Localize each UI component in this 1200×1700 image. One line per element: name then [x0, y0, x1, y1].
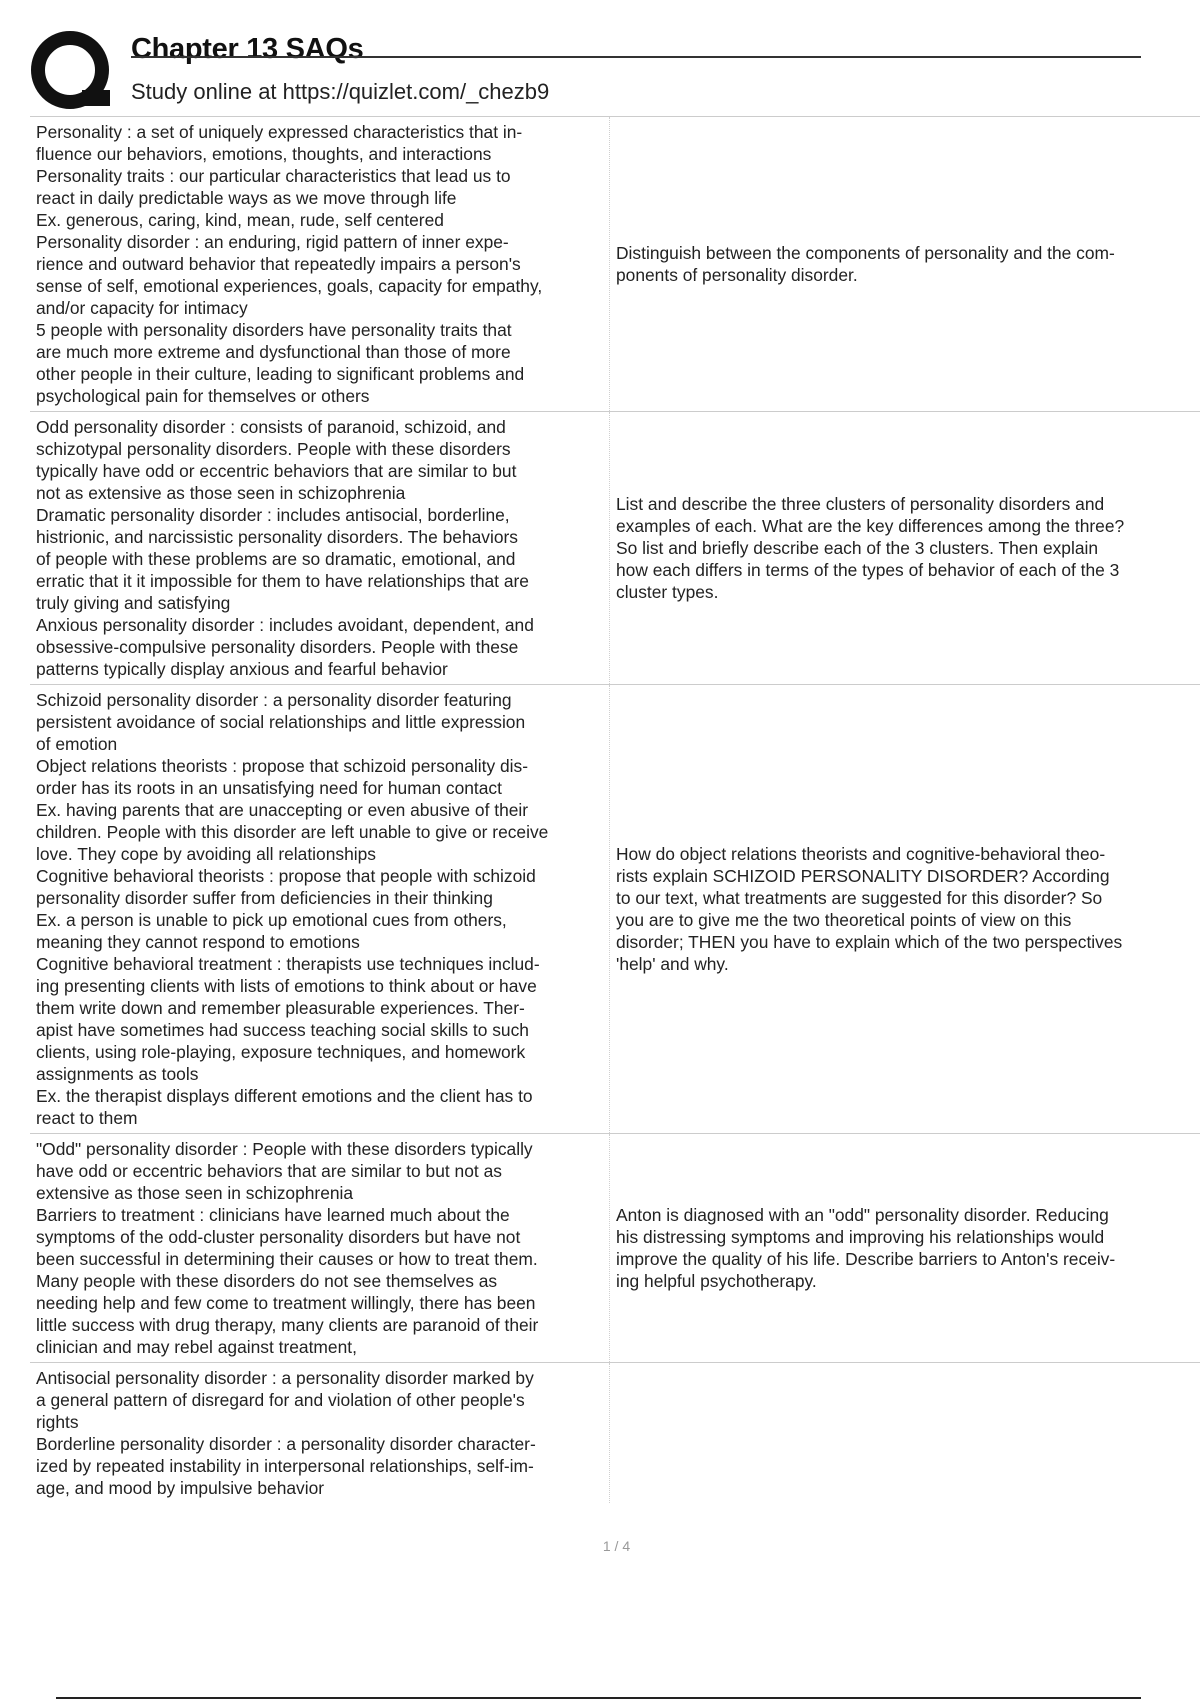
page-title: Chapter 13 SAQs: [131, 33, 364, 65]
answer-line: clients, using role-playing, exposure techniques, and homework: [36, 1042, 526, 1062]
answer-line: obsessive-compulsive personality disorders. People with these: [36, 637, 519, 657]
question-line: to our text, what treatments are suggested for this disorder? So: [616, 888, 1103, 908]
answer-line: of people with these problems are so dramatic, emotional, and: [36, 549, 516, 569]
answer-line: persistent avoidance of social relationships and little expression: [36, 712, 526, 732]
answer-line: Odd personality disorder : consists of paranoid, schizoid, and: [36, 417, 506, 437]
question-line: How do object relations theorists and cognitive-behavioral theo-: [616, 844, 1106, 864]
answer-line: needing help and few come to treatment willingly, there has been: [36, 1293, 536, 1313]
answer-line: little success with drug therapy, many clients are paranoid of their: [36, 1315, 539, 1335]
answer-line: them write down and remember pleasurable experiences. Ther-: [36, 998, 525, 1018]
question-line: disorder; THEN you have to explain which of the two perspectives: [616, 932, 1123, 952]
question-line: rists explain SCHIZOID PERSONALITY DISORDER? According: [616, 866, 1110, 886]
answer-line: Borderline personality disorder : a personality disorder character-: [36, 1434, 536, 1454]
question-line: his distressing symptoms and improving his relationships would: [616, 1227, 1105, 1247]
answer-line: Ex. the therapist displays different emotions and the client has to: [36, 1086, 533, 1106]
flashcard-row: [30, 1134, 1200, 1363]
question-line: examples of each. What are the key differences among the three?: [616, 516, 1125, 536]
answer-line: age, and mood by impulsive behavior: [36, 1478, 325, 1498]
question-line: cluster types.: [616, 582, 719, 602]
flashcard-answer: [30, 685, 610, 1133]
flashcard-question: [610, 685, 1200, 1133]
flashcard-question: [610, 1363, 1200, 1503]
answer-line: react to them: [36, 1108, 138, 1128]
answer-line: clinician and may rebel against treatment,: [36, 1337, 357, 1357]
answer-line: sense of self, emotional experiences, goals, capacity for empathy,: [36, 276, 543, 296]
answer-line: 5 people with personality disorders have personality traits that: [36, 320, 512, 340]
answer-line: ing presenting clients with lists of emotions to think about or have: [36, 976, 537, 996]
answer-line: are much more extreme and dysfunctional than those of more: [36, 342, 511, 362]
answer-line: love. They cope by avoiding all relationships: [36, 844, 376, 864]
answer-line: typically have odd or eccentric behaviors that are similar to but: [36, 461, 517, 481]
question-line: you are to give me the two theoretical points of view on this: [616, 910, 1072, 930]
flashcard-table: [30, 117, 1200, 1503]
flashcard-row: [30, 117, 1200, 412]
answer-line: Object relations theorists : propose that schizoid personality dis-: [36, 756, 529, 776]
flashcard-row: [30, 412, 1200, 685]
answer-line: Anxious personality disorder : includes avoidant, dependent, and: [36, 615, 534, 635]
answer-line: been successful in determining their causes or how to treat them.: [36, 1249, 538, 1269]
answer-line: "Odd" personality disorder : People with these disorders typically: [36, 1139, 533, 1159]
flashcard-question: [610, 412, 1200, 684]
answer-line: apist have sometimes had success teaching social skills to such: [36, 1020, 529, 1040]
footer-divider: [56, 1697, 1141, 1699]
question-line: ing helpful psychotherapy.: [616, 1271, 817, 1291]
question-line: Anton is diagnosed with an "odd" personality disorder. Reducing: [616, 1205, 1109, 1225]
question-line: Distinguish between the components of personality and the com-: [616, 243, 1115, 263]
answer-line: Many people with these disorders do not see themselves as: [36, 1271, 498, 1291]
page-number: 1 / 4: [602, 1538, 631, 1554]
flashcard-row: [30, 1363, 1200, 1503]
flashcard-answer: [30, 1363, 610, 1503]
answer-line: Ex. generous, caring, kind, mean, rude, self centered: [36, 210, 444, 230]
question-line: improve the quality of his life. Describe barriers to Anton's receiv-: [616, 1249, 1116, 1269]
answer-line: Barriers to treatment : clinicians have learned much about the: [36, 1205, 510, 1225]
answer-line: personality disorder suffer from deficiencies in their thinking: [36, 888, 493, 908]
question-line: So list and briefly describe each of the 3 clusters. Then explain: [616, 538, 1099, 558]
answer-line: Antisocial personality disorder : a personality disorder marked by: [36, 1368, 534, 1388]
flashcard-answer: [30, 412, 610, 684]
answer-line: extensive as those seen in schizophrenia: [36, 1183, 354, 1203]
answer-line: order has its roots in an unsatisfying need for human contact: [36, 778, 502, 798]
answer-line: histrionic, and narcissistic personality disorders. The behaviors: [36, 527, 519, 547]
study-url: Study online at https://quizlet.com/_chezb9: [131, 79, 550, 104]
answer-line: truly giving and satisfying: [36, 593, 231, 613]
answer-line: react in daily predictable ways as we move through life: [36, 188, 457, 208]
answer-line: Schizoid personality disorder : a personality disorder featuring: [36, 690, 512, 710]
answer-line: Personality : a set of uniquely expressed characteristics that in-: [36, 122, 523, 142]
flashcard-question: [610, 117, 1200, 411]
title-underline: [131, 56, 1141, 58]
answer-line: rience and outward behavior that repeatedly impairs a person's: [36, 254, 521, 274]
answer-line: ized by repeated instability in interpersonal relationships, self-im-: [36, 1456, 534, 1476]
answer-line: meaning they cannot respond to emotions: [36, 932, 360, 952]
question-line: ponents of personality disorder.: [616, 265, 858, 285]
answer-line: Dramatic personality disorder : includes antisocial, borderline,: [36, 505, 510, 525]
flashcard-answer: [30, 117, 610, 411]
answer-line: fluence our behaviors, emotions, thoughts, and interactions: [36, 144, 492, 164]
answer-line: assignments as tools: [36, 1064, 199, 1084]
flashcard-row: [30, 685, 1200, 1134]
answer-line: Ex. having parents that are unaccepting or even abusive of their: [36, 800, 529, 820]
question-line: how each differs in terms of the types of behavior of each of the 3: [616, 560, 1120, 580]
answer-line: not as extensive as those seen in schizophrenia: [36, 483, 406, 503]
answer-line: other people in their culture, leading to significant problems and: [36, 364, 525, 384]
answer-line: psychological pain for themselves or others: [36, 386, 370, 406]
flashcard-question: [610, 1134, 1200, 1362]
answer-line: have odd or eccentric behaviors that are similar to but not as: [36, 1161, 502, 1181]
answer-line: of emotion: [36, 734, 118, 754]
answer-line: Personality traits : our particular characteristics that lead us to: [36, 166, 511, 186]
answer-line: Cognitive behavioral theorists : propose that people with schizoid: [36, 866, 536, 886]
answer-line: children. People with this disorder are left unable to give or receive: [36, 822, 549, 842]
answer-line: rights: [36, 1412, 79, 1432]
answer-line: schizotypal personality disorders. People with these disorders: [36, 439, 511, 459]
answer-line: erratic that it it impossible for them to have relationships that are: [36, 571, 529, 591]
answer-line: and/or capacity for intimacy: [36, 298, 248, 318]
quizlet-q-logo-icon: [30, 30, 112, 112]
question-line: List and describe the three clusters of personality disorders and: [616, 494, 1105, 514]
answer-line: patterns typically display anxious and fearful behavior: [36, 659, 448, 679]
answer-line: Cognitive behavioral treatment : therapists use techniques includ-: [36, 954, 540, 974]
answer-line: a general pattern of disregard for and violation of other people's: [36, 1390, 525, 1410]
flashcard-answer: [30, 1134, 610, 1362]
answer-line: Ex. a person is unable to pick up emotional cues from others,: [36, 910, 507, 930]
answer-line: symptoms of the odd-cluster personality disorders but have not: [36, 1227, 521, 1247]
answer-line: Personality disorder : an enduring, rigid pattern of inner expe-: [36, 232, 509, 252]
question-line: 'help' and why.: [616, 954, 729, 974]
